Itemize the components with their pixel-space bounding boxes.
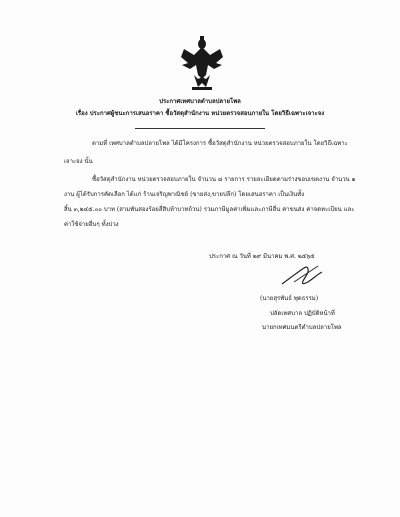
signer-position-1: ปลัดเทศบาล ปฏิบัติหน้าที่	[270, 310, 335, 317]
signer-position-2: นายกเทศมนตรีตำบลปลายโพล	[262, 324, 342, 331]
handwritten-signature	[278, 262, 328, 290]
para2-line3: สิ้น ๓,๒๔๕.๐๐ บาท (สามพันสองร้อยสี่สิบห้าบาทถ้วน) รวมภาษีมูลค่าเพิ่มและภาษีอื่น ค่าขนส่ง ค่าจดทะเบียน และ	[64, 206, 355, 213]
para2-line4: ค่าใช้จ่ายอื่นๆ ทั้งปวง	[64, 221, 119, 228]
heading-divider	[135, 128, 265, 129]
garuda-emblem	[180, 35, 224, 91]
announce-date: ประกาศ ณ วันที่ ๒๙ มีนาคม พ.ศ. ๒๕๖๕	[209, 253, 315, 260]
subject-line: เรื่อง ประกาศผู้ชนะการเสนอราคา ซื้อวัสดุสำนักงาน หน่วยตรวจสอบภายใน โดยวิธีเฉพาะเจาะจง	[75, 110, 325, 117]
para1-line1: ตามที่ เทศบาลตำบลปลายโพล ได้มีโครงการ ซื้อวัสดุสำนักงาน หน่วยตรวจสอบภายใน โดยวิธีเฉพาะ	[92, 140, 348, 147]
para2-line2: งาน ผู้ได้รับการคัดเลือก ได้แก่ ร้านเจริญพาณิชย์ (ขายส่ง,ขายปลีก) โดยเสนอราคา เป็นเงินทั้ง	[64, 191, 305, 198]
signer-name: (นายสุรพันธ์ พุดธรรม)	[260, 295, 319, 302]
para2-line1: ซื้อวัสดุสำนักงาน หน่วยตรวจสอบภายใน จำนวน ๘ รายการ รายละเอียดตามร่างขอบเขตงาน จำนวน ๑	[92, 176, 356, 183]
org-heading: ประกาศเทศบาลตำบลปลายโพล	[159, 98, 241, 105]
para1-line2: เจาะจง นั้น	[64, 158, 93, 165]
